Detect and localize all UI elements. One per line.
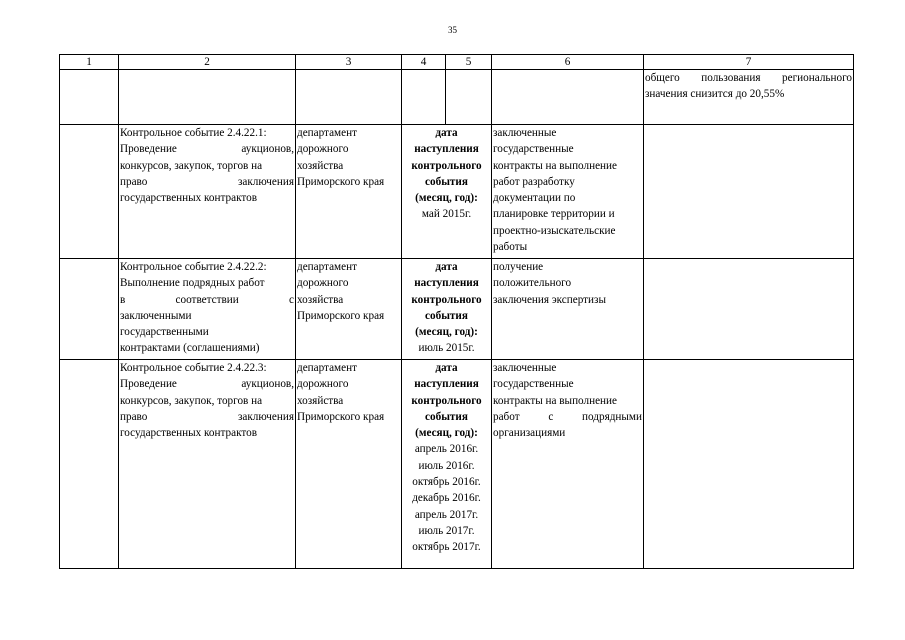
text-line: право заключения <box>120 175 294 188</box>
event-result <box>492 360 644 569</box>
text-line: государственные <box>493 143 574 156</box>
text-line: государственные <box>493 378 574 391</box>
text-line: заключенные <box>493 362 557 374</box>
cell-empty <box>60 125 119 259</box>
text-line: контракты на выполнение <box>493 159 617 172</box>
page-number: 35 <box>448 25 457 35</box>
date-label-line: контрольного <box>411 293 482 306</box>
table-row <box>60 70 854 125</box>
text-line: заключения экспертизы <box>493 293 606 306</box>
date-label-line: (месяц, год): <box>415 192 478 205</box>
text-line: заключенными <box>120 309 192 322</box>
text-line: дорожного <box>297 277 349 290</box>
date-value: июль 2016г. <box>418 459 475 472</box>
cell-empty <box>60 259 119 360</box>
text-line: конкурсов, закупок, торгов на <box>120 159 263 172</box>
text-line: конкурсов, закупок, торгов на <box>120 394 263 407</box>
date-label-line: события <box>425 175 468 188</box>
text-line: хозяйства <box>297 159 344 172</box>
text-line: общего пользования регионального <box>645 72 852 84</box>
event-result <box>492 259 644 360</box>
column-number: 6 <box>492 55 644 70</box>
text-line: значения снизится до 20,55% <box>645 88 785 101</box>
column-number: 2 <box>119 55 296 70</box>
text-line: Приморского края <box>297 410 385 423</box>
text-line: проектно-изыскательские <box>493 224 616 237</box>
table-row <box>60 259 854 360</box>
text-line: контрактами (соглашениями) <box>120 342 260 355</box>
control-events-table <box>59 54 854 569</box>
event-date <box>402 360 492 569</box>
date-value: май 2015г. <box>421 208 472 221</box>
date-value: апрель 2016г. <box>414 443 479 456</box>
table-row <box>60 125 854 259</box>
cell-empty <box>60 70 119 125</box>
cell-empty <box>60 360 119 569</box>
text-line: Приморского края <box>297 309 385 322</box>
text-line: Проведение аукционов, <box>120 143 294 156</box>
text-line: департамент <box>297 261 357 273</box>
text-line: государственными <box>120 326 209 339</box>
column-number: 7 <box>644 55 854 70</box>
date-label-line: наступления <box>414 277 479 290</box>
text-line: планировке территории и <box>493 208 615 221</box>
event-date <box>402 259 492 360</box>
cell-empty <box>446 70 492 125</box>
text-line: право заключения <box>120 410 294 423</box>
text-line: Контрольное событие 2.4.22.1: <box>120 127 267 139</box>
indicator-text <box>644 70 854 125</box>
text-line: дорожного <box>297 143 349 156</box>
event-date <box>402 125 492 259</box>
text-line: дорожного <box>297 378 349 391</box>
table-row <box>60 360 854 569</box>
column-number: 5 <box>446 55 492 70</box>
date-label-line: дата <box>435 127 458 139</box>
text-line: Приморского края <box>297 175 385 188</box>
text-line: Контрольное событие 2.4.22.2: <box>120 261 267 273</box>
date-value: апрель 2017г. <box>414 508 479 521</box>
column-number: 1 <box>60 55 119 70</box>
text-line: хозяйства <box>297 394 344 407</box>
text-line: контракты на выполнение <box>493 394 617 407</box>
date-label-line: контрольного <box>411 159 482 172</box>
date-label-line: (месяц, год): <box>415 326 478 339</box>
event-title <box>119 125 296 259</box>
text-line: департамент <box>297 362 357 374</box>
date-value: июль 2017г. <box>418 524 475 537</box>
executor <box>296 360 402 569</box>
date-value: декабрь 2016г. <box>412 492 481 505</box>
date-label-line: события <box>425 309 468 322</box>
executor <box>296 259 402 360</box>
date-label-line: дата <box>435 362 458 374</box>
column-number-row <box>60 55 854 70</box>
cell-empty <box>402 70 446 125</box>
column-number: 3 <box>296 55 402 70</box>
text-line: работ с подрядными <box>493 410 642 423</box>
cell-empty <box>296 70 402 125</box>
text-line: государственных контрактов <box>120 192 257 205</box>
event-title <box>119 360 296 569</box>
cell-empty <box>644 259 854 360</box>
text-line: государственных контрактов <box>120 427 257 440</box>
date-label-line: дата <box>435 261 458 273</box>
event-title <box>119 259 296 360</box>
text-line: департамент <box>297 127 357 139</box>
text-line: в соответствии с <box>120 293 294 306</box>
date-label-line: контрольного <box>411 394 482 407</box>
text-line: хозяйства <box>297 293 344 306</box>
text-line: Выполнение подрядных работ <box>120 277 265 290</box>
event-result <box>492 125 644 259</box>
date-label-line: наступления <box>414 378 479 391</box>
executor <box>296 125 402 259</box>
date-label-line: (месяц, год): <box>415 427 478 440</box>
column-number: 4 <box>402 55 446 70</box>
text-line: документации по <box>493 192 576 205</box>
date-value: июль 2015г. <box>418 342 475 355</box>
date-value: октябрь 2017г. <box>412 541 481 554</box>
date-label-line: наступления <box>414 143 479 156</box>
cell-empty <box>644 125 854 259</box>
text-line: Контрольное событие 2.4.22.3: <box>120 362 267 374</box>
text-line: получение <box>493 261 544 273</box>
text-line: Проведение аукционов, <box>120 378 294 391</box>
text-line: работ разработку <box>493 175 575 188</box>
text-line: заключенные <box>493 127 557 139</box>
cell-empty <box>119 70 296 125</box>
text-line: организациями <box>493 427 566 440</box>
date-value: октябрь 2016г. <box>412 476 481 489</box>
text-line: положительного <box>493 277 572 290</box>
text-line: работы <box>493 241 528 254</box>
cell-empty <box>492 70 644 125</box>
cell-empty <box>644 360 854 569</box>
date-label-line: события <box>425 410 468 423</box>
